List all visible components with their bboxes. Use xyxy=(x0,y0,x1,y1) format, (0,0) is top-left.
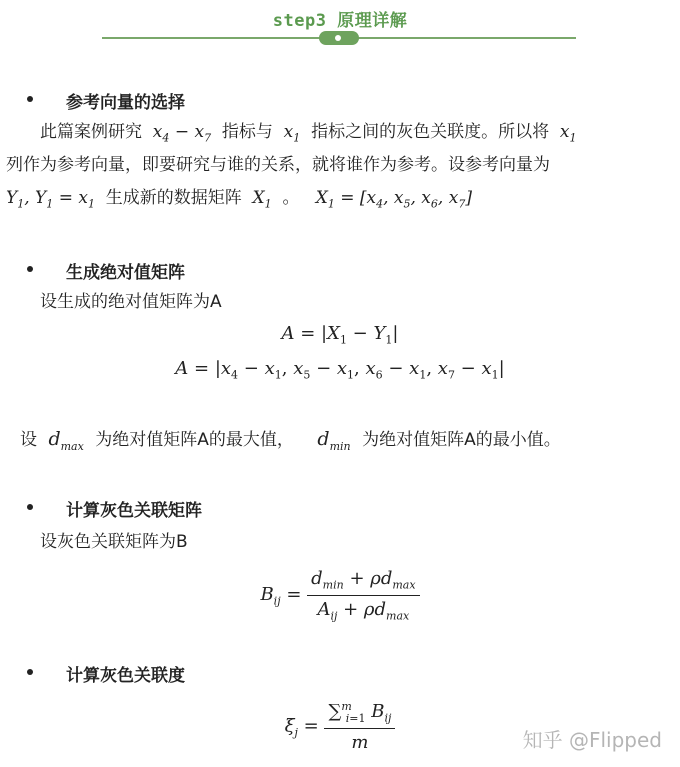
bullet-icon xyxy=(27,504,33,510)
zhihu-watermark: 知乎 @Flipped xyxy=(522,728,662,752)
equation-a-definition: $A = |X_1 - Y_1|$ xyxy=(281,323,399,347)
paragraph-line xyxy=(6,150,550,180)
paragraph-line: 设 $d_{max}$ 为绝对值矩阵A的最大值， $d_{min}$ 为绝对值矩阵A的最小值。 xyxy=(20,428,561,453)
paragraph-line: 此篇案例研究 $x_4 - x_7$ 指标与 $x_1$ 指标之间的灰色关联度。所以将 $x_1$ xyxy=(40,122,577,145)
text: 。 xyxy=(282,188,300,208)
text: 为绝对值矩阵A的最小值。 xyxy=(362,430,561,450)
step-title: step3 原理详解 xyxy=(272,11,408,31)
section-title-grey-matrix: 计算灰色关联矩阵 xyxy=(66,501,202,521)
equation-a-expanded: $A = |x_4 - x_1$, $x_5 - x_1$, $x_6 - x_1$, $x_7 - x_1|$ xyxy=(175,358,505,382)
text: 为绝对值矩阵A的最大值， xyxy=(95,430,294,450)
text: 此篇案例研究 xyxy=(40,122,142,142)
equation-b-definition: $B_{ij}$ = $\frac{d_{min} + \rho d_{max}}{A_{ij} + \rho d_{max}}$ xyxy=(0,568,680,622)
text: 列作为参考向量，即要研究与谁的关系，就将谁作为参考。设参考向量为 xyxy=(6,155,550,175)
bullet-icon xyxy=(27,266,33,272)
bullet-icon xyxy=(27,96,33,102)
paragraph-line: 设灰色关联矩阵为B xyxy=(40,532,188,552)
section-title-grey-degree: 计算灰色关联度 xyxy=(66,666,185,686)
text: 设 xyxy=(20,430,37,450)
paragraph-line: 设生成的绝对值矩阵为A xyxy=(40,292,222,312)
section-title-absolute-matrix: 生成绝对值矩阵 xyxy=(66,263,185,283)
text: 指标与 xyxy=(221,122,273,142)
equation-xi-definition: $\xi_j$ = $\frac{\sum^m_{i=1} B_{ij}}{m}$ xyxy=(0,700,680,753)
paragraph-line: $Y_1$, $Y_1 = x_1$ 生成新的数据矩阵 $X_1$ 。 $X_1 = [x_4$, $x_5$, $x_6$, $x_7$] xyxy=(6,188,472,211)
text: 生成新的数据矩阵 xyxy=(105,188,242,208)
divider-ornament xyxy=(319,31,359,45)
section-title-reference-vector: 参考向量的选择 xyxy=(66,93,185,113)
text: 指标之间的灰色关联度。所以将 xyxy=(311,122,550,142)
bullet-icon xyxy=(27,669,33,675)
